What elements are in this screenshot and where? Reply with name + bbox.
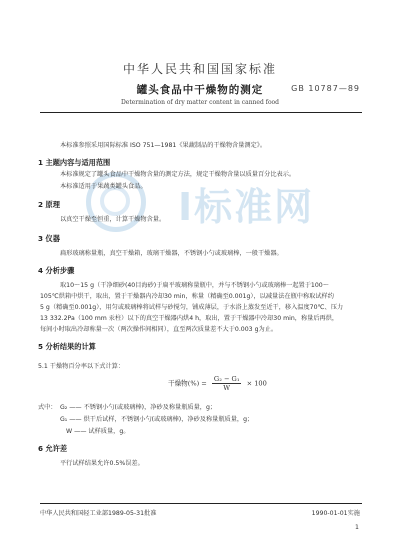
intro-text: 本标准参照采用国际标准 ISO 751—1981《果蔬制品的干燥物含量测定》。 bbox=[60, 142, 267, 149]
watermark: I标准网 bbox=[178, 185, 315, 229]
footer-rule bbox=[40, 503, 362, 504]
section-6-line-1: 平行试样结果允许0.5%误差。 bbox=[60, 460, 144, 467]
where-label: 式中： bbox=[38, 404, 57, 411]
formula bbox=[168, 375, 267, 392]
section-6-heading: 6 允许差 bbox=[38, 444, 68, 453]
formula-numerator: G₂ − G₁ bbox=[213, 375, 240, 383]
section-3-heading: 3 仪器 bbox=[38, 234, 60, 243]
var-g2: G₂ —— 不锈钢小勺(或玻璃棒)，净砂及称量瓶质量，g； bbox=[60, 404, 217, 411]
section-4-line-5: 每间小时取出冷却称量一次（两次操作间相同），直至两次质量差不大于0.003 g为止。 bbox=[40, 326, 278, 333]
section-4-line-3: 5 g（精确至0.001g），用匀或玻璃棒将试样与砂搅匀，铺成薄层，于水浴上蒸发至近干，移入温度70℃、压力 bbox=[40, 304, 344, 311]
var-g1: G₁ —— 烘干后试样，不锈钢小勺(或玻璃棒)，净砂及称量瓶质量，g； bbox=[60, 416, 254, 423]
section-5-heading: 5 分析结果的计算 bbox=[38, 342, 96, 351]
document-title: 罐头食品中干燥物的测定 bbox=[136, 84, 264, 96]
calc-step: 5.1 干燥物百分率以下式计算： bbox=[38, 363, 125, 370]
standard-number: GB 10787—89 bbox=[291, 84, 360, 93]
section-2-line-1: 以真空干燥至恒重，计算干燥物含量。 bbox=[60, 216, 166, 223]
formula-multiplier: × 100 bbox=[246, 379, 267, 388]
section-2-heading: 2 原理 bbox=[38, 200, 60, 209]
formula-label: 干燥物(%) = bbox=[168, 379, 207, 388]
section-3-line-1: 扁形玻璃称量瓶，真空干燥箱，玻璃干燥器，不锈钢小勺或玻璃棒，一般干燥器。 bbox=[60, 250, 283, 257]
document-header: 中华人民共和国国家标准 bbox=[122, 62, 277, 76]
section-4-heading: 4 分析步骤 bbox=[38, 266, 75, 275]
section-4-line-1: 取10～15 g（干净细砂(40目海砂)于扁平玻璃称量瓶中，并与不锈钢小勺或玻璃棒一起置于100～ bbox=[60, 282, 329, 289]
var-w: W —— 试样质量，g。 bbox=[66, 428, 130, 435]
formula-denominator: W bbox=[223, 384, 231, 392]
section-1-heading: 1 主题内容与适用范围 bbox=[38, 158, 111, 167]
section-4-line-2: 105℃烘箱中烘干，取出，置于干燥器内冷却30 min，称量（精确至0.001g），以减量法在瓶中称取试样约 bbox=[40, 293, 334, 300]
section-4-line-4: 13 332.2Pa（100 mm 汞柱）以下的真空干燥器内烘4 h，取出，置于干燥器中冷却30 min，称量后再烘， bbox=[40, 315, 339, 322]
footer-approval: 中华人民共和国轻工业部1989-05-31批准 bbox=[40, 510, 157, 517]
document-subtitle: Determination of dry matter content in canned food bbox=[120, 99, 280, 106]
page-number: 1 bbox=[355, 524, 359, 531]
section-1-line-1: 本标准规定了罐头食品中干燥物含量的测定方法，规定干燥物含量以质量百分比表示。 bbox=[60, 171, 296, 178]
header-rule bbox=[40, 112, 362, 113]
section-1-line-2: 本标准适用于果蔬类罐头食品。 bbox=[60, 183, 147, 190]
formula-fraction bbox=[212, 375, 242, 392]
footer-effective: 1990-01-01实施 bbox=[311, 510, 360, 517]
